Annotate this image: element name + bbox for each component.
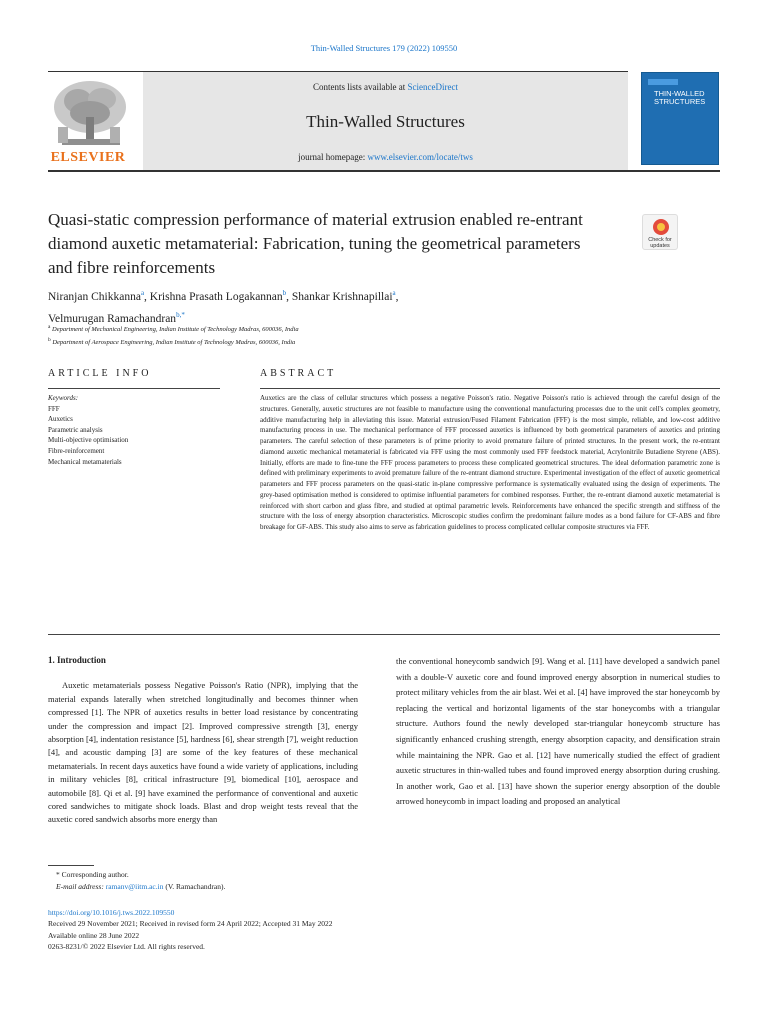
author-name[interactable]: Velmurugan Ramachandran xyxy=(48,312,177,325)
author-name[interactable]: Krishna Prasath Logakannan xyxy=(149,290,283,303)
available-online: Available online 28 June 2022 xyxy=(48,930,140,940)
abstract-divider xyxy=(260,388,720,389)
journal-citation[interactable] xyxy=(0,43,768,53)
received-dates: Received 29 November 2021; Received in revised form 24 April 2022; Accepted 31 May 2022 xyxy=(48,919,333,929)
contents-prefix: Contents lists available at xyxy=(313,82,408,92)
email-label: E-mail address: xyxy=(56,882,104,891)
journal-header xyxy=(48,71,628,170)
abstract-text: Auxetics are the class of cellular structures which possess a negative Poisson's ratio. Negative Poisson's ratio is achieved through the careful design of the structures. Generally, auxetic structures are not feasible to manufacture using the conventional manufacturing processes due to the unit cell's complex geometry, additive manufacturing help in alleviating this issue. Material extrusion/Fused Filament Fabrication (FFF) is the most simple, reliable, and low-cost additive manufacturing process in use. The mechanical performance of FFF processed auxetics is influenced by both geometrical parameters of auxetics and printing parameters. The careful selection of these parameters is of prime priority to avoid premature failure of printed structures. In the present work, the re-entrant diamond auxetic mechanical metamaterial is fabricated via FFF using the most commonly used FFF feedstock material, Acrylonitrile Butadiene Styrene (ABS). Initially, efforts are made to fine-tune the FFF process parameters to process these complicated geometrical structures. The ideal deformation parametric zone is defined with preliminary experiments to avoid premature failure of the re-entrant diamond structure. Experimental investigation of the effect of auxetic geometrical parameters and FFF process parameters on the quasi-static in-plane compressive performance is systematically evaluated using the design of experiments. The grey-based optimisation method is considered to optimise influential parameters for combined responses. Further, the re-entrant diamond auxetic metamaterial is reinforced with short carbon and glass fibre, and studied at optimal parametric levels. Reinforcements have enhanced the specific strength and stiffness of the structure with the loss of energy absorption characteristics. Microscopic studies confirm the predominant failure modes as a bond failure for CF-ABS and fibre breakage for GF-ABS. This study also aims to serve as fabrication guidelines to process complicated cellular composite structures via FFF. xyxy=(260,394,720,531)
copyright-line: 0263-8231/© 2022 Elsevier Ltd. All rights reserved. xyxy=(48,941,205,951)
affiliation-text: Department of Aerospace Engineering, Indian Institute of Technology Madras, 600036, India xyxy=(52,339,296,347)
author-separator: , xyxy=(395,290,399,303)
doi-link[interactable]: https://doi.org/10.1016/j.tws.2022.109550 xyxy=(48,908,175,917)
keyword-item: FFF xyxy=(48,404,60,413)
cover-title: THIN-WALLED STRUCTURES xyxy=(654,89,706,106)
keyword-item: Auxetics xyxy=(48,415,73,424)
header-divider xyxy=(48,170,720,172)
keyword-item: Fibre-reinforcement xyxy=(48,446,105,455)
article-info-heading: ARTICLE INFO xyxy=(48,368,152,379)
elsevier-wordmark: ELSEVIER xyxy=(50,150,126,165)
affiliation-line xyxy=(48,322,648,335)
intro-paragraph-continued: the conventional honeycomb sandwich [9]. Wang et al. [11] have developed a sandwich panel with a double-V auxetic core and found improved energy absorption in numerical studies to protect military vehicles from the air blast. Wei et al. [4] have improved the star honeycomb by replacing the vertical and horizontal ligaments of the star honeycombs with a triangular structure. Authors found the newly developed star-triangular honeycomb structure has significantly enhanced crushing strength, energy absorption capacity, and densification strain while maintaining the NPR. Gao et al. [12] have numerically studied the effect of gradient auxetic structures in thin-walled tubes and found improved energy absorption during crushing. In another work, Gao et al. [13] have shown the superior energy absorption of the double arrowed honeycomb in impact loading and proposed an analytical xyxy=(396,656,720,807)
keyword-item: Multi-objective optimisation xyxy=(48,436,129,445)
check-updates-icon xyxy=(653,219,669,235)
author-affil-mark[interactable]: b,* xyxy=(176,310,185,319)
author-affil-mark[interactable]: b xyxy=(282,289,287,297)
article-footer xyxy=(48,907,333,952)
journal-title: Thin-Walled Structures xyxy=(306,112,465,131)
article-info-divider xyxy=(48,388,220,389)
affiliation-text: Department of Mechanical Engineering, Indian Institute of Technology Madras, 600036, India xyxy=(52,326,299,334)
author-affil-mark[interactable]: a xyxy=(140,289,145,297)
author-separator: , xyxy=(144,290,150,303)
homepage-link[interactable]: www.elsevier.com/locate/tws xyxy=(367,152,473,162)
author-separator: , xyxy=(286,290,292,303)
check-for-updates-button[interactable] xyxy=(642,214,678,250)
affiliations xyxy=(48,322,648,348)
journal-masthead xyxy=(143,72,628,170)
section-heading: 1. Introduction xyxy=(48,655,106,665)
abstract-bottom-divider xyxy=(48,634,720,635)
affiliation-mark: b xyxy=(48,337,51,344)
keyword-item: Mechanical metamaterials xyxy=(48,457,122,466)
email-line xyxy=(56,881,225,893)
sciencedirect-link[interactable]: ScienceDirect xyxy=(407,82,458,92)
footnote xyxy=(56,869,225,893)
homepage-line xyxy=(143,152,628,162)
check-updates-label: Check for updates xyxy=(648,237,672,249)
affiliation-mark: a xyxy=(48,324,51,330)
citation-link[interactable]: Thin-Walled Structures 179 (2022) 109550 xyxy=(310,43,458,53)
intro-paragraph: Auxetic metamaterials possess Negative Poisson's Ratio (NPR), implying that the material expands laterally when stretched longitudinally and becomes thinner when compressed [1]. The NPR of auxetics results in better load resistance by concentrating under the compression and impact [2]. Improved compressive strength [3], energy absorption [4], indentation resistance [5], hardness [6], shear strength [7], weight reduction [4], and acoustic damping [3] are some of the key features of these mechanical metamaterials. In recent days auxetics have found a wide variety of applications, including in military vehicles [8], critical infrastructure [9], biomedical [10], aerospace and automobile [8]. Qi et al. [9] have examined the performance of conventional and auxetic cored sandwiches to mitigate shock loads. Blast and drop weight tests reveal that the auxetic cored sandwich absorbs more energy than xyxy=(48,680,358,825)
author-name[interactable]: Shankar Krishnapillai xyxy=(291,290,393,303)
contents-line xyxy=(143,82,628,92)
affiliation-line xyxy=(48,335,648,348)
corresponding-note: * Corresponding author. xyxy=(56,870,129,879)
email-suffix: (V. Ramachandran). xyxy=(165,882,226,891)
corresponding-text: Corresponding author. xyxy=(61,870,129,879)
abstract-heading: ABSTRACT xyxy=(260,368,337,379)
intro-left-column xyxy=(48,654,358,827)
keywords-label: Keywords: xyxy=(48,394,79,402)
author-affil-mark[interactable]: a xyxy=(392,289,396,297)
keywords-block xyxy=(48,393,220,467)
email-link[interactable]: ramanv@iitm.ac.in xyxy=(105,882,164,891)
footnote-divider xyxy=(48,865,94,866)
article-title: Quasi-static compression performance of material extrusion enabled re-entrant diamond auxetic metamaterial: Fabrication, tuning the geometrical parameters and fibre reinforcements xyxy=(48,210,583,277)
journal-cover-thumbnail[interactable] xyxy=(641,72,719,165)
cover-accent-bar xyxy=(648,79,678,85)
author-name[interactable]: Niranjan Chikkanna xyxy=(48,290,141,303)
keyword-item: Parametric analysis xyxy=(48,425,103,434)
intro-right-column xyxy=(396,654,720,810)
homepage-prefix: journal homepage: xyxy=(298,152,368,162)
